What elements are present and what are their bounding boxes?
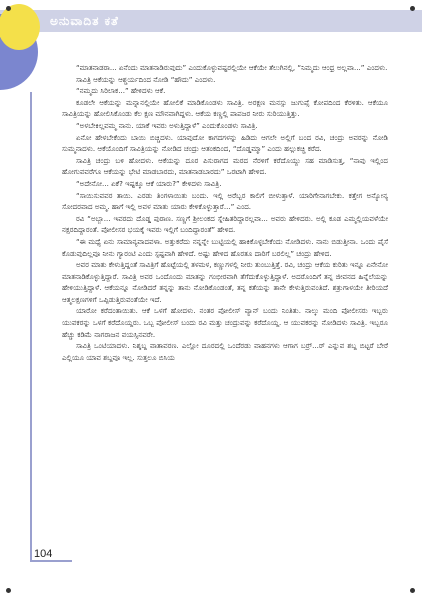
paragraph: ಯಾರೋ ಕರೆದಂತಾಯಿತು. ಆಕೆ ಒಳಗೆ ಹೋದಳು. ನಂತರ ಪೋಲೀಸ್ ವ್ಯಾನ್ ಬಂದು ನಿಂತಿತು. ನಾಲ್ಕು ಮಂದಿ ಪೋಲೀಸರು ಇಬ್ಬರು ಯುವಕರನ್ನು ಒಳಗೆ ಕರೆದೊಯ್ದರು. ಒಬ್ಬ ಪೋಲೀಸ್ ಬಂದು ರವಿ ಮತ್ತು ಚಂದ್ರುವನ್ನು ಕರೆದೊಯ್ದ. ಆ ಯುವಕರನ್ನು ನೋಡಿದಳು ಸಾವಿತ್ರಿ. ಇಬ್ಬರೂ ಹೆಚ್ಚು ಕಡಿಮೆ ನಾಗರಾಜನ ವಯಸ್ಸಿನವರೇ. [62,306,388,339]
paragraph: ಏನೋ ಹೇಳಬೇಕೆಂದು ಬಾಯಿ ಬಿಚ್ಚಿದಳು. ಯಾವುದೋ ಕಾಗದಗಳನ್ನು ಹಿಡಿದು ಆಗಲೇ ಅಲ್ಲಿಗೆ ಬಂದ ರವಿ, ಚಂದ್ರು ಅವರನ್ನು ನೋಡಿ ಸುಮ್ಮನಾದಳು. ಆಕೆಯೊಂದಿಗೆ ಸಾವಿತ್ರಿಯನ್ನು ನೋಡಿದ ಚಂದ್ರು ಆತಂಕದಿಂದ, “ದೊಡ್ಡಮ್ಮಾ” ಎಂದು ಹಲ್ಲುಕಚ್ಚಿ ಕರೆದ. [62,132,388,154]
paragraph: “ಅಳಬೇಕಿಲ್ಲವಮ್ಮ ನಾನು. ಯಾಕೆ ಇವರು ಅಳುತ್ತಿದ್ದಾಳೆ” ಎಂದುಕೊಂಡಳು ಸಾವಿತ್ರಿ. [76,120,258,130]
paragraph: “ನಮ್ಮದು ಸಿರಿಲಾಕ...” ಹೇಳಿದಳು ಆಕೆ. [76,86,166,96]
decorative-yellow-circle [0,4,40,50]
corner-registration-mark [6,588,11,593]
margin-rule [30,92,32,562]
paragraph: ಕೂಡಲೇ ಆಕೆಯನ್ನು ಮನ್ನಾನಲ್ಲಿಯೇ ಹೋಲಿಕೆ ಮಾಡಿಕೊಂಡಳು ಸಾವಿತ್ರಿ. ಅರಕ್ಷಣ ಮನಸ್ಸು ಜುಗುಪ್ಸೆ ಕೋಪದಿಂದ ಕೆರಳಿತು. ಆಕೆಯೂ ಸಾವಿತ್ರಿಯನ್ನು ಹೋಲಿಸಿಕೊಂಡು ಕೆಲ ಕ್ಷಣ ಮೌನವಾಗಿದ್ದಳು. ಆಕೆಯ ಕಣ್ಣಲ್ಲಿ ಪಾಪಜರ ನೀರು ಸುರಿಯುತ್ತಿತ್ತು. [62,97,388,119]
paragraph: “ಸಾಯಿಸುವವರ ತಾಯಿ. ಎರಡು ತಿಂಗಳಾಯಿತು ಬಂದು. ಇಲ್ಲಿ ಅರೆಬ್ಬರ ಕಾಲಿಗೆ ಬೀಳುತ್ತಾಳೆ. ಯಾರಿಗೇನಾಗಬೇಕು. ಕತ್ತೇಗ ಅನ್ಯೋನ್ಯ ಸೋದರವಾದ ಅಮ್ಮ. ಹಾಗೆ ಇಲ್ಲಿ ಅವಳ ಮಾತು ಯಾರು ಕೇಳಿಕೊಳ್ಳುತ್ತಾರೆ...” ಎಂದ. [62,190,388,212]
paragraph: ಅವರ ಮಾತು ಕೇಳುತ್ತಿದ್ದಂತೆ ಸಾವಿತ್ರಿಗೆ ಹೊಟ್ಟೆಯಲ್ಲಿ ತಳಮಳ, ಕಣ್ಣುಗಳಲ್ಲಿ ನೀರು ತುಂಬುತ್ತಿತ್ತೆ. ರವಿ, ಚಂದ್ರು ಆಕೆಯ ಕುರಿತು ಇನ್ನೂ ಏನೇನೋ ಮಾತನಾಡಿಕೊಳ್ಳುತ್ತಿದ್ದಾರೆ. ಸಾವಿತ್ರಿ ಅವರ ಒಂದೊಂದು ಮಾತನ್ನು ಗಂಭೀರವಾಗಿ ತೆಗೆದುಕೊಳ್ಳುತ್ತಿದ್ದಾಳೆ. ಅದರೊಂದಿಗೆ ತನ್ನ ಜೀವನದ ಹಿನ್ನೆಲೆಯನ್ನು ಹೇಳಿಯುತ್ತಿದ್ದಾಳೆ. ಆಕೆಯನ್ನೂ ನೋಡಿದರೆ ತನ್ನನ್ನು ತಾನು ನೋಡಿಕೊಂಡಂತೆ, ತನ್ನ ಕತೆಯನ್ನು ತಾನೇ ಕೇಳುತ್ತಿರುವಂತಿದೆ. ಶತ್ರುಗಾಳಯೇ ತೀರಿಯದೆ ಆತ್ಮಲಕ್ಷಣಗಳಿಗೆ ಒಪ್ಪಿಡುತ್ತಿರುವಂತೆಯೇ ಇದೆ. [62,260,388,304]
body-text [62,62,388,562]
paragraph: ಸಾವಿತ್ರಿ ಆಕೆಯನ್ನು ಆಶ್ಚರ್ಯದಿಂದ ನೋಡಿ “ಹೌದು” ಎಂದಳು. [76,74,216,84]
paragraph: ರವಿ “ಅಬ್ಬಾ... ಇವರದು ದೊಡ್ಡ ಪುರಾಣ. ಸಣ್ಣಗೆ ಶ್ರೀಲಂಕದ ಸ್ನೇಹಿತರಿದ್ದಾರಲ್ಲವಾ... ಅವರು ಹೇಳಿದರು. ಅಲ್ಲಿ ಕೂಡ ಎಮ್ಮಲ್ಲಿಯವಳೆಯೇ ನಕ್ಷರದಿದ್ದಾರಂತೆ. ಪೋಲೀಸರ ಭಯಕ್ಕೆ ಇವರು ಇಲ್ಲಿಗೆ ಬಂದಿದ್ದಾರಂತೆ” ಹೇಳಿದ. [62,213,388,235]
paragraph: “ಮಾತನಾಡರಾ... ಏನೆಂದು ಮಾತನಾಡಿರುವುದು” ಎಂದುಕೊಳ್ಳುವಷ್ಟರಲ್ಲಿಯೇ ಆಕೆಯೇ ತೆಲುಗಿನಲ್ಲಿ, “ನಿಮ್ಮದು ಆಂಧ್ರ ಅಲ್ಲವಾ...” ಎಂದಳು. [76,63,388,72]
paragraph: ಸಾವಿತ್ರಿ ಚಂದ್ರು ಬಳಿ ಹೋದಳು. ಆಕೆಯನ್ನು ದೂರ ಪಿಸುರಾಗದ ಮರದ ನೆರಳಿಗೆ ಕರೆದೊಯ್ದು ಸಹ ಮಾಡಿಸುತ್ತ, “ನಾವು ಇಲ್ಲಿಂದ ಹೋಗುವವರೆಗೂ ಆಕೆಯನ್ನು ಭೇಟಿ ಮಾಡಬಾರದು, ಮಾತನಾಡಬಾರದು” ಒರಟಾಗಿ ಹೇಳಿದ. [62,155,388,177]
section-title: ಅನುವಾದಿತ ಕತೆ [50,14,119,28]
corner-registration-mark [410,6,415,11]
corner-registration-mark [410,588,415,593]
page-number: 104 [34,548,53,560]
paragraph: ಸಾವಿತ್ರಿ ಒಂಟಿಯಾದಳು. ನಿಶ್ಶಬ್ದ ವಾತಾವರಣ. ಎಲ್ಲೋ ದೂರದಲ್ಲಿ ಒಂದೆರಡು ವಾಹನಗಳು ಆಗಾಗ ಬರ್‍ರ್...ರ್ ಎನ್ನುವ ಶಬ್ದ ಬಿಟ್ಟರೆ ಬೇರೆ ಎಲ್ಲಿಯೂ ಯಾವ ಶಬ್ದವೂ ಇಲ್ಲ. ಸುತ್ತಲೂ ಬಿಸಿಯ [62,341,388,362]
paragraph: “ಅದೇನೋ... ಏಕೆ? ಇಷ್ಟಕ್ಕೂ ಆಕೆ ಯಾರು?” ಕೇಳಿದಳು ಸಾವಿತ್ರಿ. [76,178,222,188]
corner-registration-mark [6,6,11,11]
paragraph: “ಈ ಮಧ್ಯೆ ಏನು ಸಾಮಾನ್ಯವಾದವಳಾ. ಅತ್ತುಕರೆದು ನನ್ನನ್ನೇ ಬುಟ್ಟಿಯಲ್ಲಿ ಹಾಕಿಕೊಳ್ಳಬೇಕೆಂದು ನೋಡಿದಳು. ನಾನು ಬಿಡುತ್ತೀನಾ. ಒಂದು ಪೈಸೆ ಕೊಡುವುದಿಲ್ಲವೂ ನೀನು ಗ್ಯಾರಂಟಿ ಎಂದು ಸ್ಪಷ್ಟವಾಗಿ ಹೇಳಿದೆ. ಅಷ್ಟು ಹೇಳಿದ ಹೊರತೂ ದಾರಿಗೆ ಬರಲಿಲ್ಲ” ಚಂದ್ರು ಹೇಳಿದ. [62,236,388,258]
